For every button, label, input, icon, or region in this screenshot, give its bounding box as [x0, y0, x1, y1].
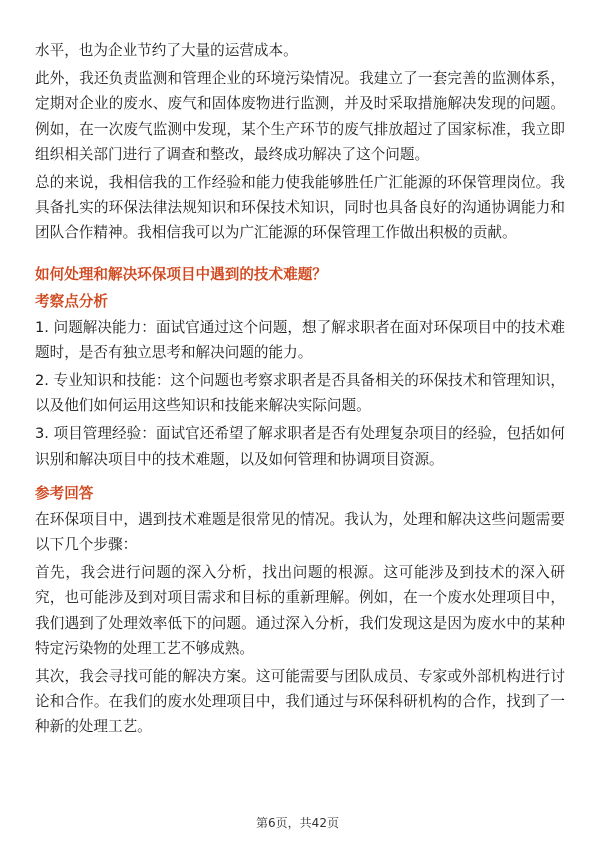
analysis-point-3: 3. 项目管理经验：面试官还希望了解求职者是否有处理复杂项目的经验，包括如何识别和解决项目中的技术难题，以及如何管理和协调项目资源。	[35, 425, 565, 468]
intro-paragraph-3: 总的来说，我相信我的工作经验和能力使我能够胜任广汇能源的环保管理岗位。我具备扎实的环保法律法规知识和环保技术知识，同时也具备良好的沟通协调能力和团队合作精神。我相信我可以为广汇能源的环保管理工作做出积极的贡献。	[35, 174, 565, 242]
answer-paragraph-2: 首先，我会进行问题的深入分析，找出问题的根源。这可能涉及到技术的深入研究，也可能涉及到对项目需求和目标的重新理解。例如，在一个废水处理项目中，我们遇到了处理效率低下的问题。通过深入分析，我们发现这是因为废水中的某种特定污染物的处理工艺不够成熟。	[35, 564, 565, 657]
intro-paragraph-2: 此外，我还负责监测和管理企业的环境污染情况。我建立了一套完善的监测体系，定期对企业的废水、废气和固体废物进行监测，并及时采取措施解决发现的问题。例如，在一次废气监测中发现，某个生产环节的废气排放超过了国家标准，我立即组织相关部门进行了调查和整改，最终成功解决了这个问题。	[35, 70, 565, 163]
page-number-footer: 第6页，共42页	[256, 816, 339, 830]
analysis-heading: 考察点分析	[35, 292, 108, 310]
intro-paragraph-1: 水平，也为企业节约了大量的运营成本。	[35, 42, 298, 59]
answer-paragraph-3: 其次，我会寻找可能的解决方案。这可能需要与团队成员、专家或外部机构进行讨论和合作。在我们的废水处理项目中，我们通过与环保科研机构的合作，找到了一种新的处理工艺。	[35, 668, 565, 736]
document-page	[35, 38, 565, 743]
interview-question: 如何处理和解决环保项目中遇到的技术难题？	[35, 265, 327, 283]
answer-paragraph-1: 在环保项目中，遇到技术难题是很常见的情况。我认为，处理和解决这些问题需要以下几个步骤：	[35, 510, 565, 554]
answer-heading: 参考回答	[35, 484, 94, 502]
analysis-point-1: 1. 问题解决能力：面试官通过这个问题，想了解求职者在面对环保项目中的技术难题时，是否有独立思考和解决问题的能力。	[35, 318, 565, 361]
analysis-point-2: 2. 专业知识和技能：这个问题也考察求职者是否具备相关的环保技术和管理知识，以及他们如何运用这些知识和技能来解决实际问题。	[35, 372, 565, 415]
